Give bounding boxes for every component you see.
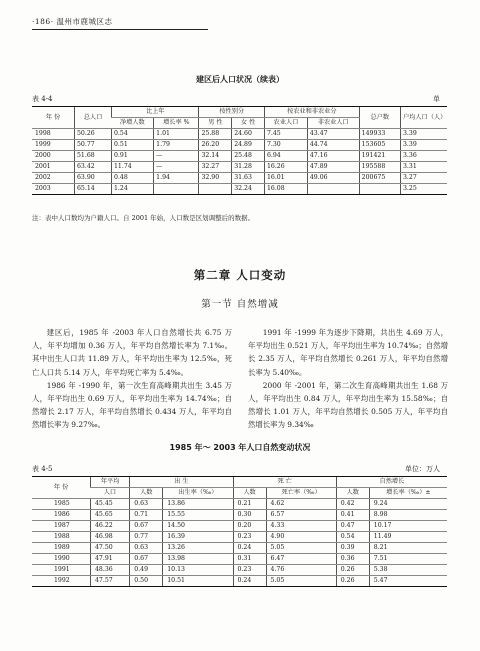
table-cell bbox=[307, 184, 359, 195]
table-cell: 0.67 bbox=[130, 554, 163, 565]
table-cell: 48.36 bbox=[91, 565, 130, 576]
table-row bbox=[32, 532, 447, 543]
table-cell: 0.50 bbox=[130, 576, 163, 587]
col-death-count: 人数 bbox=[233, 488, 266, 499]
table-cell: 4.76 bbox=[266, 565, 336, 576]
table-cell: 1990 bbox=[32, 554, 91, 565]
table-cell: 49.06 bbox=[307, 173, 359, 184]
table-cell: 3.39 bbox=[401, 140, 448, 151]
table-cell: 0.39 bbox=[336, 543, 369, 554]
table-cell: 3.25 bbox=[401, 184, 448, 195]
table-cell: 1987 bbox=[32, 521, 91, 532]
table-cell: 153605 bbox=[359, 140, 400, 151]
table-cell: 16.39 bbox=[163, 532, 233, 543]
table-cell: 50.77 bbox=[75, 140, 112, 151]
table-cell: 7.51 bbox=[369, 554, 447, 565]
table-cell: 45.45 bbox=[91, 499, 130, 510]
header-rule bbox=[32, 29, 208, 30]
table-cell: 3.36 bbox=[401, 151, 448, 162]
table-cell: 0.23 bbox=[233, 565, 266, 576]
col-group-births: 出 生 bbox=[130, 477, 233, 488]
table-cell: 1991 bbox=[32, 565, 91, 576]
col-death-rate: 死亡率（‰） bbox=[266, 488, 336, 499]
table-cell: 0.36 bbox=[336, 554, 369, 565]
table-cell: 0.31 bbox=[233, 554, 266, 565]
table-row bbox=[32, 184, 447, 195]
table-cell: 16.01 bbox=[264, 173, 307, 184]
table-cell: 51.68 bbox=[75, 151, 112, 162]
col-birth-count: 人数 bbox=[130, 488, 163, 499]
table-cell: 2001 bbox=[32, 162, 75, 173]
table-cell: 13.26 bbox=[163, 543, 233, 554]
table-cell: 1998 bbox=[32, 129, 75, 140]
table-cell: 3.31 bbox=[401, 162, 448, 173]
table-cell: 13.86 bbox=[163, 499, 233, 510]
table-cell: 0.49 bbox=[130, 565, 163, 576]
col-natural-count: 人数 bbox=[336, 488, 369, 499]
table-cell: 25.48 bbox=[232, 151, 265, 162]
col-male: 男 性 bbox=[199, 118, 232, 129]
table-cell: 3.39 bbox=[401, 129, 448, 140]
table-cell: 44.74 bbox=[307, 140, 359, 151]
col-female: 女 性 bbox=[232, 118, 265, 129]
table-cell: 5.47 bbox=[369, 576, 447, 587]
table-cell: 47.91 bbox=[91, 554, 130, 565]
table2-label: 表 4-5 bbox=[32, 465, 53, 473]
col-growth-rate: 增长率 % bbox=[154, 118, 199, 129]
table-cell: 1.79 bbox=[154, 140, 199, 151]
table-cell: 0.71 bbox=[130, 510, 163, 521]
table-cell: 25.88 bbox=[199, 129, 232, 140]
table-cell: 63.90 bbox=[75, 173, 112, 184]
table-cell: 0.77 bbox=[130, 532, 163, 543]
table-cell: 65.14 bbox=[75, 184, 112, 195]
table-cell: 47.89 bbox=[307, 162, 359, 173]
natural-change-table bbox=[32, 476, 447, 587]
table-cell: 7.45 bbox=[264, 129, 307, 140]
table-cell: 1989 bbox=[32, 543, 91, 554]
table-cell: 32.14 bbox=[199, 151, 232, 162]
col-total-pop: 总人口 bbox=[75, 107, 112, 129]
table-cell: 0.63 bbox=[130, 543, 163, 554]
table-row bbox=[32, 521, 447, 532]
table-cell bbox=[199, 184, 232, 195]
table-cell: 13.98 bbox=[163, 554, 233, 565]
col-group-prev-year: 比上年 bbox=[112, 107, 199, 118]
table-cell: 46.98 bbox=[91, 532, 130, 543]
table-cell: 4.90 bbox=[266, 532, 336, 543]
table1-label: 表 4-4 bbox=[32, 95, 53, 103]
table1-note: 注：表中人口数均为户籍人口。自 2001 年始，人口数是区划调整后的数据。 bbox=[32, 214, 255, 222]
table-cell: 200675 bbox=[359, 173, 400, 184]
col-pop: 人口 bbox=[91, 488, 130, 499]
table-cell: 0.41 bbox=[336, 510, 369, 521]
table-cell: 11.49 bbox=[369, 532, 447, 543]
table-cell: 1988 bbox=[32, 532, 91, 543]
table2-unit: 单位：万人 bbox=[405, 465, 440, 473]
table-cell: 6.94 bbox=[264, 151, 307, 162]
table-cell: 24.89 bbox=[232, 140, 265, 151]
population-table-1 bbox=[32, 106, 447, 195]
table-cell: 32.24 bbox=[232, 184, 265, 195]
col-birth-rate: 出生率（‰） bbox=[163, 488, 233, 499]
paragraph: 1986 年 -1990 年，第一次生育高峰期共出生 3.45 万人，年平均出生 0.69 万人，年平均出生率为 14.74‰；自然增长 2.17 万人，年平均自然增长 0.434 万人，年平均自然增长率为 9.27‰。 bbox=[32, 380, 232, 430]
table-cell: 1999 bbox=[32, 140, 75, 151]
col-year: 年 份 bbox=[32, 107, 75, 129]
table-cell: — bbox=[154, 151, 199, 162]
table-cell: 6.47 bbox=[266, 554, 336, 565]
table-cell: 0.67 bbox=[130, 521, 163, 532]
table-cell: 5.05 bbox=[266, 543, 336, 554]
table-cell: 10.17 bbox=[369, 521, 447, 532]
table-cell: 10.51 bbox=[163, 576, 233, 587]
table-row bbox=[32, 173, 447, 184]
table-cell: 0.24 bbox=[233, 576, 266, 587]
table-cell: 0.54 bbox=[112, 129, 154, 140]
col-group-deaths: 死 亡 bbox=[233, 477, 336, 488]
table-cell: 47.16 bbox=[307, 151, 359, 162]
table-cell: 31.63 bbox=[232, 173, 265, 184]
paragraph: 建区后，1985 年 -2003 年人口自然增长共 6.75 万人，年平均增加 0.36 万人，年平均自然增长率为 7.1‰。其中出生人口共 11.89 万人，年平均出生率为 12.5‰，死亡人口共 5.14 万人，年平均死亡率为 5.4‰。 bbox=[32, 328, 232, 377]
chapter-title: 第二章 人口变动 bbox=[193, 268, 287, 282]
table-cell: 2003 bbox=[32, 184, 75, 195]
table-cell: 63.42 bbox=[75, 162, 112, 173]
table-cell: 0.47 bbox=[336, 521, 369, 532]
col-households: 总户数 bbox=[359, 107, 400, 129]
table-cell: 0.26 bbox=[336, 576, 369, 587]
table-cell: 0.51 bbox=[112, 140, 154, 151]
table-cell: 0.42 bbox=[336, 499, 369, 510]
table-cell: 2000 bbox=[32, 151, 75, 162]
table-cell: 1992 bbox=[32, 576, 91, 587]
table-cell: 46.22 bbox=[91, 521, 130, 532]
table-cell: 0.24 bbox=[233, 543, 266, 554]
table-row bbox=[32, 129, 447, 140]
table-cell bbox=[154, 184, 199, 195]
table-row bbox=[32, 565, 447, 576]
table-cell: 5.38 bbox=[369, 565, 447, 576]
table-cell: 0.23 bbox=[233, 532, 266, 543]
table-cell: 47.57 bbox=[91, 576, 130, 587]
running-head: ·186· 温州市鹿城区志 bbox=[32, 17, 113, 26]
table-cell: 0.48 bbox=[112, 173, 154, 184]
table-cell: 191421 bbox=[359, 151, 400, 162]
table-cell: 1985 bbox=[32, 499, 91, 510]
table-cell: 0.26 bbox=[336, 565, 369, 576]
table-cell: 1986 bbox=[32, 510, 91, 521]
col-group-natural: 自然增长 bbox=[336, 477, 447, 488]
table-cell: 4.62 bbox=[266, 499, 336, 510]
table-cell: 3.27 bbox=[401, 173, 448, 184]
table-cell: 1.24 bbox=[112, 184, 154, 195]
table-cell: 32.90 bbox=[199, 173, 232, 184]
table-cell: 1.94 bbox=[154, 173, 199, 184]
table-row bbox=[32, 554, 447, 565]
table-row bbox=[32, 543, 447, 554]
table1-unit: 单 bbox=[433, 95, 440, 103]
table-cell: 195588 bbox=[359, 162, 400, 173]
table-cell: 47.50 bbox=[91, 543, 130, 554]
col-natural-rate: 增长率（‰）± bbox=[369, 488, 447, 499]
table-cell: 50.26 bbox=[75, 129, 112, 140]
table-cell: 0.54 bbox=[336, 532, 369, 543]
table-cell: 0.91 bbox=[112, 151, 154, 162]
table-cell: 9.24 bbox=[369, 499, 447, 510]
table-cell: 8.21 bbox=[369, 543, 447, 554]
col-per-household: 户均人口（人） bbox=[401, 107, 448, 129]
col-group-occupation: 按农业和非农业分 bbox=[264, 107, 359, 118]
table-row bbox=[32, 499, 447, 510]
table-cell: 15.55 bbox=[163, 510, 233, 521]
table-cell: 1.01 bbox=[154, 129, 199, 140]
table-cell: 4.33 bbox=[266, 521, 336, 532]
table-cell: 24.60 bbox=[232, 129, 265, 140]
table-cell: 0.30 bbox=[233, 510, 266, 521]
table-row bbox=[32, 151, 447, 162]
table-cell: 26.20 bbox=[199, 140, 232, 151]
table-cell: 6.57 bbox=[266, 510, 336, 521]
table-row bbox=[32, 510, 447, 521]
section-title: 第一节 自然增减 bbox=[201, 299, 279, 310]
table-cell: 0.20 bbox=[233, 521, 266, 532]
table-cell: 31.28 bbox=[232, 162, 265, 173]
text-column-right bbox=[248, 326, 448, 432]
table-row bbox=[32, 576, 447, 587]
table-cell: 149933 bbox=[359, 129, 400, 140]
table-row bbox=[32, 140, 447, 151]
col-group-sex: 按性别分 bbox=[199, 107, 265, 118]
table-cell: 2002 bbox=[32, 173, 75, 184]
table-cell: 0.21 bbox=[233, 499, 266, 510]
table-cell: 14.50 bbox=[163, 521, 233, 532]
table-cell: 16.08 bbox=[264, 184, 307, 195]
col-year: 年 份 bbox=[32, 477, 91, 499]
paragraph: 2000 年 -2001 年，第二次生育高峰期共出生 1.68 万人，年平均出生 0.84 万人，年平均出生率为 15.58‰；自然增长 1.01 万人，年平均自然增长 0.505 万人，年平均自然增长率为 9.34‰ bbox=[248, 380, 448, 430]
table1-title: 建区后人口状况（续表） bbox=[196, 75, 284, 84]
table-cell: 10.13 bbox=[163, 565, 233, 576]
table-cell: 16.26 bbox=[264, 162, 307, 173]
table-cell: 7.30 bbox=[264, 140, 307, 151]
table-cell: 5.05 bbox=[266, 576, 336, 587]
table-cell: 8.98 bbox=[369, 510, 447, 521]
col-net-increase: 净增人数 bbox=[112, 118, 154, 129]
text-column-left bbox=[32, 326, 232, 432]
table-cell bbox=[359, 184, 400, 195]
table-cell: 43.47 bbox=[307, 129, 359, 140]
table2-title: 1985 年～ 2003 年人口自然变动状况 bbox=[169, 443, 311, 452]
col-nonagri: 非农业人口 bbox=[307, 118, 359, 129]
table-cell: 45.65 bbox=[91, 510, 130, 521]
table-cell: 11.74 bbox=[112, 162, 154, 173]
col-avg: 年平均 bbox=[91, 477, 130, 488]
table-cell: 0.63 bbox=[130, 499, 163, 510]
col-agri: 农业人口 bbox=[264, 118, 307, 129]
table-row bbox=[32, 162, 447, 173]
paragraph: 1991 年 -1999 年为逐步下降期，共出生 4.69 万人，年平均出生 0.521 万人，年平均出生率为 10.74‰；自然增长 2.35 万人，年平均自然增长 0.261 万人，年平均自然增长率为 5.40‰。 bbox=[248, 328, 448, 377]
table-cell: 32.27 bbox=[199, 162, 232, 173]
table-cell: — bbox=[154, 162, 199, 173]
